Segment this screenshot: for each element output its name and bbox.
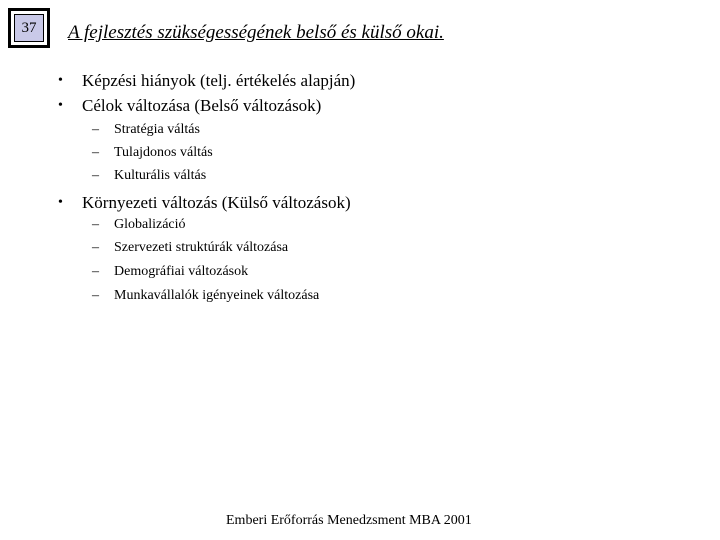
subitem-structures: Szervezeti struktúrák változása [114, 240, 289, 255]
dash-marker: – [92, 122, 99, 137]
bullet-marker: • [58, 195, 63, 210]
dash-marker: – [92, 264, 99, 279]
dash-marker: – [92, 240, 99, 255]
subitem-owner: Tulajdonos váltás [114, 145, 213, 160]
subitem-employee-needs: Munkavállalók igényeinek változása [114, 288, 320, 303]
subitem-demographics: Demográfiai változások [114, 264, 249, 279]
slide-number: 37 [14, 14, 44, 42]
bullet-item-3: Környezeti változás (Külső változások) [82, 193, 351, 212]
subitem-globalization: Globalizáció [114, 217, 186, 232]
bullet-marker: • [58, 73, 63, 88]
subitem-culture: Kulturális váltás [114, 168, 207, 183]
footer-text: Emberi Erőforrás Menedzsment MBA 2001 [226, 513, 472, 528]
slide-number-box [8, 8, 50, 48]
subitem-strategy: Stratégia váltás [114, 122, 200, 137]
dash-marker: – [92, 168, 99, 183]
dash-marker: – [92, 288, 99, 303]
dash-marker: – [92, 217, 99, 232]
bullet-item-1: Képzési hiányok (telj. értékelés alapján) [82, 71, 356, 90]
slide-title: A fejlesztés szükségességének belső és külső okai. [68, 22, 444, 43]
bullet-marker: • [58, 98, 63, 113]
dash-marker: – [92, 145, 99, 160]
bullet-item-2: Célok változása (Belső változások) [82, 96, 322, 115]
